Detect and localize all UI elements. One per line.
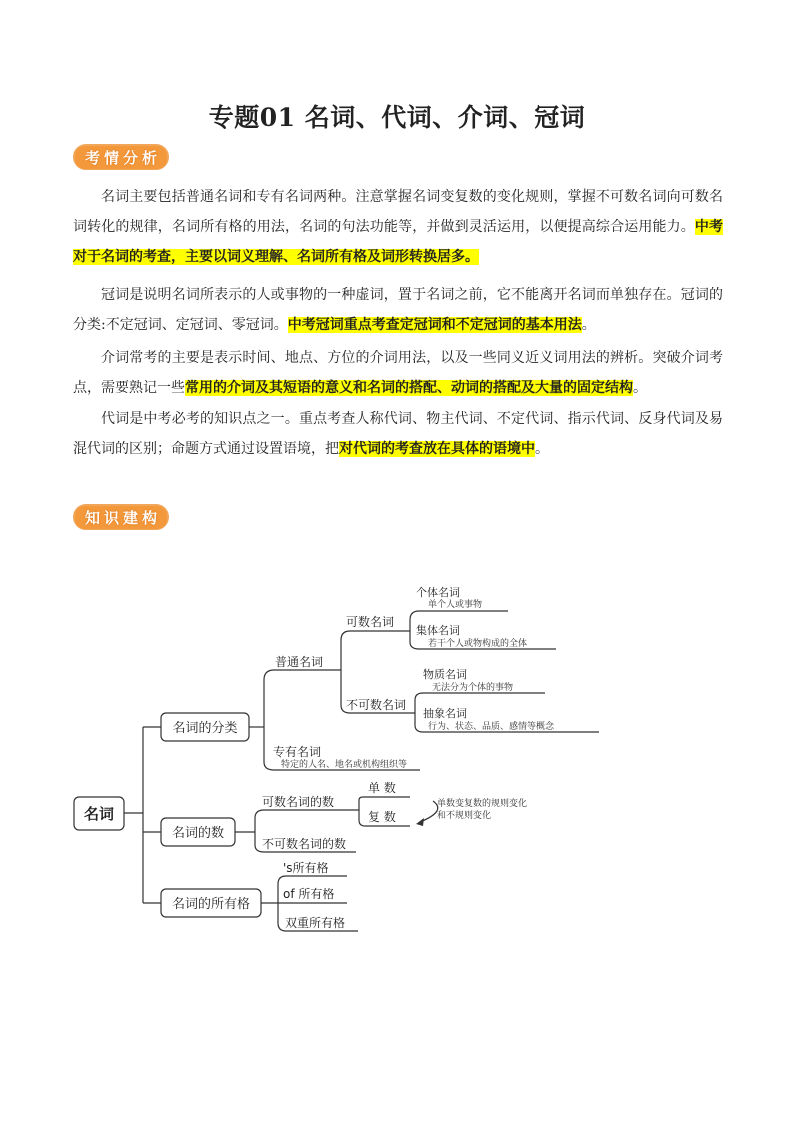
mindmap-s-possessive: 's所有格 (283, 861, 329, 875)
page-title: 专题01 名词、代词、介词、冠词 (208, 103, 586, 132)
arrow-head-icon (416, 818, 424, 826)
paragraph-pronouns-highlight: 对代词的考查放在具体的语境中 (339, 441, 535, 457)
structure-section-label: 知识建构 (75, 506, 167, 529)
mindmap-material-note: 无法分为个体的事物 (432, 683, 514, 693)
mindmap-material-noun: 物质名词 (423, 668, 467, 681)
mindmap-double-possessive: 双重所有格 (285, 916, 346, 930)
mindmap-collective-noun: 集体名词 (416, 624, 460, 637)
mindmap-plural: 复 数 (368, 810, 396, 824)
mindmap-singular: 单 数 (368, 781, 396, 795)
mindmap-individual-note: 单个人或事物 (428, 600, 483, 610)
mindmap-countable-number: 可数名词的数 (262, 795, 335, 809)
mindmap-rule-note-2: 和不规则变化 (437, 811, 492, 821)
mindmap-of-possessive: of 所有格 (283, 887, 335, 901)
mindmap-proper-note: 特定的人名、地名或机构组织等 (281, 760, 408, 770)
mindmap-rule-note-1: 单数变复数的规则变化 (437, 799, 528, 809)
paragraph-nouns-text: 名词主要包括普通名词和专有名词两种。注意掌握名词变复数的变化规则，掌握不可数名词向可数名词转化的规律，名词所有格的用法，名词的句法功能等，并做到灵活运用，以便提高综合运用能力。 (73, 189, 723, 235)
mindmap-individual-noun: 个体名词 (416, 586, 460, 599)
paragraph-prepositions-highlight: 常用的介词及其短语的意义和名词的搭配、动词的搭配及大量的固定结构 (185, 380, 633, 396)
mindmap-abstract-noun: 抽象名词 (423, 707, 467, 720)
paragraph-articles-text: 冠词是说明名词所表示的人或事物的一种虚词，置于名词之前，它不能离开名词而单独存在。冠词的分类:不定冠词、定冠词、零冠词。 (73, 287, 723, 333)
mindmap-root-label: 名词 (83, 805, 115, 823)
paragraph-pronouns-text: 代词是中考必考的知识点之一。重点考查人称代词、物主代词、不定代词、指示代词、反身代词及易混代词的区别；命题方式通过设置语境，把 (73, 411, 723, 457)
mindmap-collective-note: 若干个人或物构成的全体 (428, 639, 528, 649)
mindmap-uncountable-noun: 不可数名词 (346, 698, 407, 712)
paragraph-articles-tail: 。 (581, 317, 596, 333)
mindmap-classification-label: 名词的分类 (172, 721, 238, 736)
mindmap-common-noun: 普通名词 (275, 655, 324, 669)
paragraph-prepositions-text: 介词常考的主要是表示时间、地点、方位的介词用法，以及一些同义近义词用法的辨析。突破介词考点，需要熟记一些 (73, 350, 723, 396)
paragraph-nouns-highlight: 中考对于名词的考查，主要以词义理解、名词所有格及词形转换居多。 (73, 219, 724, 265)
mindmap-number-label: 名词的数 (171, 826, 225, 841)
mindmap-proper-noun: 专有名词 (273, 745, 322, 759)
mindmap-uncountable-number: 不可数名词的数 (262, 837, 347, 851)
mindmap-abstract-note: 行为、状态、品质、感情等概念 (428, 722, 555, 732)
paragraph-prepositions-tail: 。 (633, 380, 647, 396)
mindmap-countable-noun: 可数名词 (346, 615, 395, 629)
paragraph-pronouns-tail: 。 (535, 441, 549, 457)
mindmap-possessive-label: 名词的所有格 (171, 897, 251, 912)
paragraph-articles-highlight: 中考冠词重点考查定冠词和不定冠词的基本用法 (287, 317, 582, 333)
analysis-section-label: 考情分析 (75, 146, 167, 169)
